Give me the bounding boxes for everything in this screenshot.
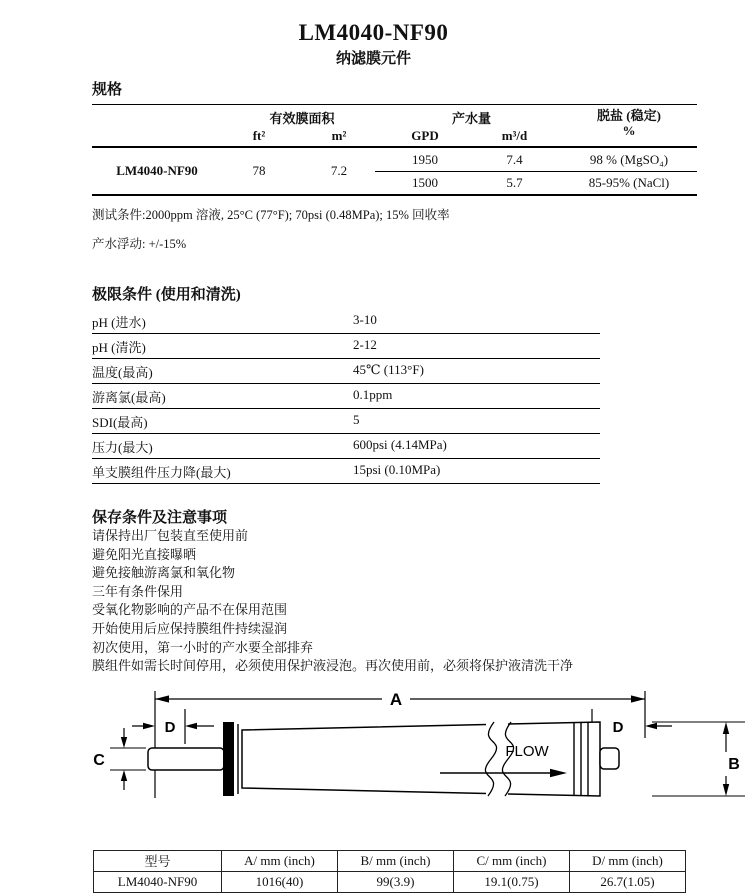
- page-title: LM4040-NF90: [298, 20, 449, 45]
- col-group-permeate-flow: 产水量: [451, 111, 491, 126]
- spec-rejection-2: 85-95% (NaCl): [588, 174, 670, 190]
- storage-note: 避免接触游离氯和氧化物: [92, 565, 236, 581]
- col-group-membrane-area: 有效膜面积: [269, 111, 335, 126]
- flow-label: FLOW: [505, 742, 549, 760]
- spec-subrow-divider: [375, 171, 697, 172]
- dim-c-arrow-top: [121, 737, 127, 748]
- dim-b-arrow-bottom: [723, 784, 729, 796]
- permeate-tube-left: [148, 748, 224, 770]
- dim-d-left-arrow1: [143, 723, 155, 729]
- spec-rejection-1: 98 % (MgSO₄): [589, 151, 669, 167]
- dim-d-right-arrow2: [645, 723, 657, 729]
- storage-note: 膜组件如需长时间停用，必须使用保护液浸泡。再次使用前，必须将保护液清洗干净: [92, 658, 574, 674]
- dim-label-b: B: [728, 755, 740, 773]
- limit-row: [92, 359, 600, 384]
- storage-note: 初次使用，第一小时的产水要全部排弃: [92, 639, 314, 655]
- limit-value: 3-10: [353, 311, 377, 327]
- dims-c: 19.1(0.75): [454, 871, 570, 892]
- limits-heading: 极限条件 (使用和清洗): [92, 287, 241, 303]
- limit-row: [92, 384, 600, 409]
- limit-label: pH (进水): [92, 314, 146, 330]
- permeate-tube-right: [600, 748, 619, 769]
- unit-m3d: m³/d: [501, 128, 528, 143]
- dims-header-b: B/ mm (inch): [338, 850, 454, 871]
- spec-area-m2: 7.2: [330, 163, 348, 178]
- dim-label-d-right: D: [612, 718, 624, 736]
- storage-note: 请保持出厂包装直至使用前: [92, 528, 249, 543]
- storage-note: 三年有条件保用: [92, 583, 184, 599]
- dim-label-a: A: [389, 689, 403, 709]
- page-subtitle: 纳滤膜元件: [335, 51, 411, 67]
- dims-b: 99(3.9): [338, 871, 454, 892]
- limit-value: 600psi (4.14MPa): [353, 436, 447, 452]
- dim-c-arrow-bottom: [121, 770, 127, 781]
- dimensions-table: [93, 850, 686, 893]
- dims-model: LM4040-NF90: [94, 871, 222, 892]
- limit-label: pH (清洗): [92, 339, 146, 355]
- unit-ft2: ft²: [252, 128, 266, 143]
- dims-header-a: A/ mm (inch): [222, 850, 338, 871]
- specs-heading: 规格: [92, 82, 123, 98]
- limit-label: 压力(最大): [92, 439, 153, 455]
- dims-header-d: D/ mm (inch): [570, 850, 686, 871]
- dims-d: 26.7(1.05): [570, 871, 686, 892]
- limit-row: [92, 409, 600, 434]
- dim-label-d-left: D: [164, 718, 176, 736]
- limit-label: 游离氯(最高): [92, 389, 166, 405]
- storage-note: 开始使用后应保持膜组件持续湿润: [92, 620, 288, 636]
- limit-value: 2-12: [353, 336, 377, 352]
- dimensions-data-row: [94, 871, 686, 892]
- spec-flow-gpd-2: 1500: [412, 174, 438, 190]
- storage-note: 避免阳光直接曝晒: [92, 546, 197, 562]
- unit-m2: m²: [331, 128, 347, 143]
- spec-flow-m3d-2: 5.7: [506, 174, 523, 190]
- spec-flow-m3d-1: 7.4: [506, 151, 523, 167]
- rejection-label: 脱盐 (稳定): [597, 108, 661, 123]
- dims-header-c: C/ mm (inch): [454, 850, 570, 871]
- dim-label-c: C: [93, 751, 105, 769]
- specs-table: [92, 104, 697, 196]
- specs-table-header: [92, 105, 697, 148]
- col-group-rejection: [561, 105, 697, 146]
- storage-heading: 保存条件及注意事项: [92, 510, 228, 526]
- dim-d-left-arrow2: [185, 723, 197, 729]
- limit-label: 温度(最高): [92, 364, 153, 380]
- limit-value: 15psi (0.10MPa): [353, 461, 441, 477]
- flow-variation: 产水浮动: +/-15%: [92, 237, 187, 251]
- limit-row: [92, 459, 600, 484]
- dims-a: 1016(40): [222, 871, 338, 892]
- limit-label: SDI(最高): [92, 414, 148, 430]
- specs-table-body: [92, 148, 697, 196]
- limit-value: 0.1ppm: [353, 386, 393, 402]
- brine-seal: [223, 722, 234, 796]
- unit-gpd: GPD: [411, 128, 439, 143]
- membrane-element-diagram: [90, 684, 747, 836]
- dimensions-header-row: [94, 850, 686, 871]
- spec-area-ft2: 78: [252, 163, 266, 178]
- dims-header-model: 型号: [94, 850, 222, 871]
- storage-note: 受氧化物影响的产品不在保用范围: [92, 602, 288, 618]
- rejection-unit: %: [622, 123, 636, 138]
- dim-b-arrow-top: [723, 722, 729, 734]
- dim-a-arrow-left: [155, 695, 169, 702]
- limit-row: [92, 434, 600, 459]
- dim-a-arrow-right: [631, 695, 645, 702]
- limit-label: 单支膜组件压力降(最大): [92, 464, 231, 480]
- limit-row: [92, 309, 600, 334]
- limits-table: [92, 309, 600, 484]
- limit-value: 45℃ (113°F): [353, 361, 424, 377]
- test-conditions: 测试条件:2000ppm 溶液, 25°C (77°F); 70psi (0.48MPa); 15% 回收率: [92, 208, 450, 222]
- spec-flow-gpd-1: 1950: [412, 151, 438, 167]
- limit-value: 5: [353, 411, 360, 427]
- spec-model: LM4040-NF90: [116, 163, 198, 178]
- limit-row: [92, 334, 600, 359]
